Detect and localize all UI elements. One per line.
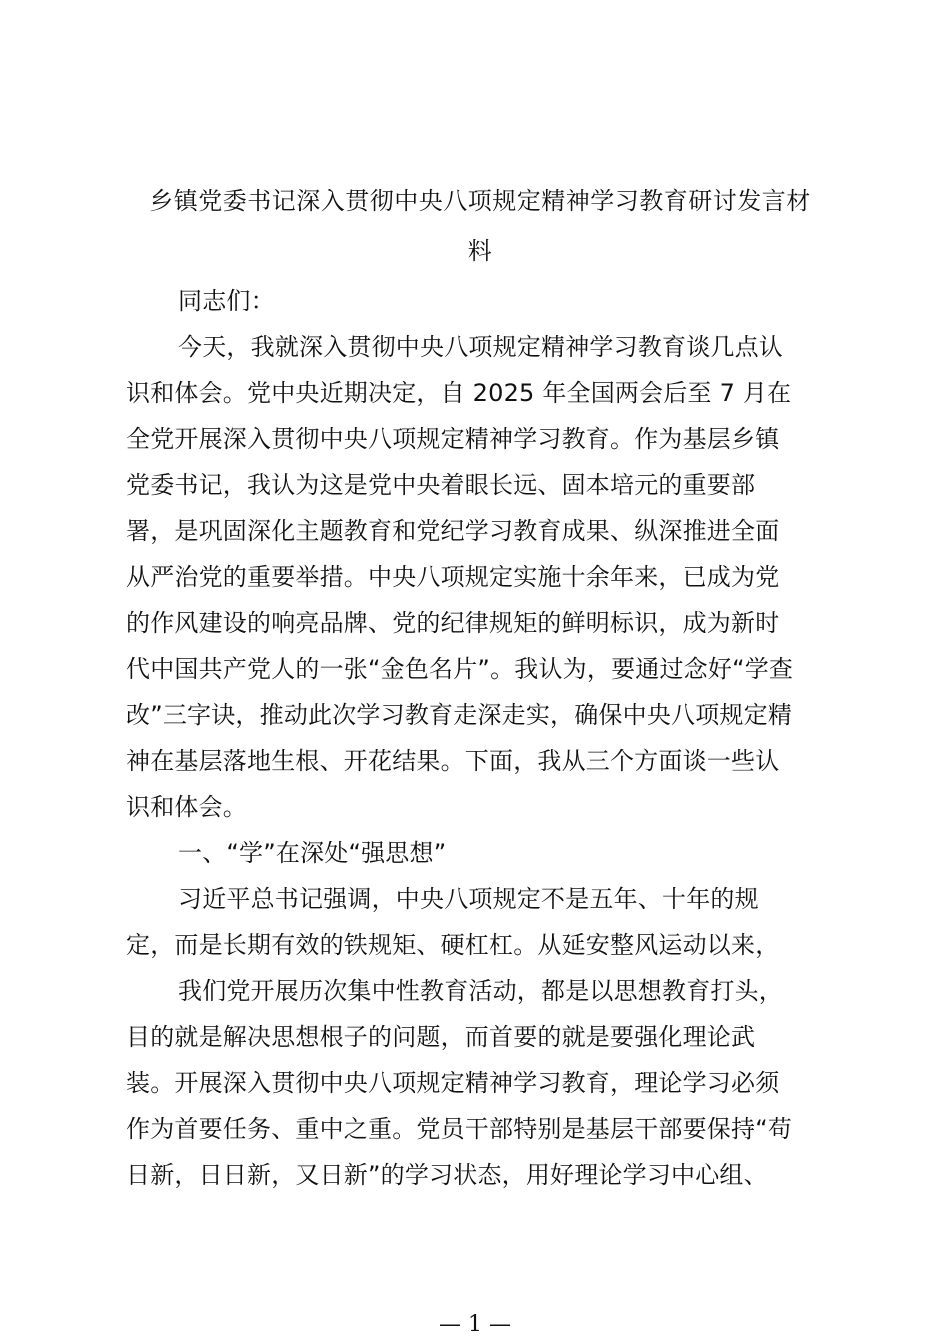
paragraph-line: 的作风建设的响亮品牌、党的纪律规矩的鲜明标识，成为新时 <box>126 609 780 637</box>
paragraph-line: 改”三字诀，推动此次学习教育走深走实，确保中央八项规定精 <box>126 701 793 729</box>
paragraph-line: 神在基层落地生根、开花结果。下面，我从三个方面谈一些认 <box>126 747 780 775</box>
page-number: — 1 — <box>439 1312 511 1337</box>
document-body <box>126 278 831 1198</box>
paragraph-line: 全党开展深入贯彻中央八项规定精神学习教育。作为基层乡镇 <box>126 425 780 453</box>
paragraph-line: 我们党开展历次集中性教育活动，都是以思想教育打头， <box>178 977 783 1005</box>
salutation: 同志们： <box>178 287 275 315</box>
paragraph-line: 今天，我就深入贯彻中央八项规定精神学习教育谈几点认 <box>178 333 783 361</box>
paragraph-line: 习近平总书记强调，中央八项规定不是五年、十年的规 <box>178 885 759 913</box>
paragraph-line: 代中国共产党人的一张“金色名片”。我认为，要通过念好“学查 <box>126 655 794 683</box>
paragraph-line: 装。开展深入贯彻中央八项规定精神学习教育，理论学习必须 <box>126 1069 780 1097</box>
section-heading: 一、“学”在深处“强思想” <box>178 839 447 867</box>
title-line-2: 料 <box>467 237 493 265</box>
paragraph-line: 定，而是长期有效的铁规矩、硬杠杠。从延安整风运动以来， <box>126 931 780 959</box>
paragraph-line: 目的就是解决思想根子的问题，而首要的就是要强化理论武 <box>126 1023 756 1051</box>
paragraph-line: 从严治党的重要举措。中央八项规定实施十余年来，已成为党 <box>126 563 780 591</box>
paragraph-line: 署，是巩固深化主题教育和党纪学习教育成果、纵深推进全面 <box>126 517 780 545</box>
paragraph-line: 作为首要任务、重中之重。党员干部特别是基层干部要保持“苟 <box>126 1115 793 1143</box>
paragraph-line: 党委书记，我认为这是党中央着眼长远、固本培元的重要部 <box>126 471 756 499</box>
paragraph-line: 日新，日日新，又日新”的学习状态，用好理论学习中心组、 <box>126 1161 768 1189</box>
document-title <box>120 176 840 276</box>
title-line-1: 乡镇党委书记深入贯彻中央八项规定精神学习教育研讨发言材 <box>149 187 811 215</box>
paragraph-line: 识和体会。党中央近期决定，自 2025 年全国两会后至 7 月在 <box>126 379 792 407</box>
paragraph-line: 识和体会。 <box>126 793 247 821</box>
